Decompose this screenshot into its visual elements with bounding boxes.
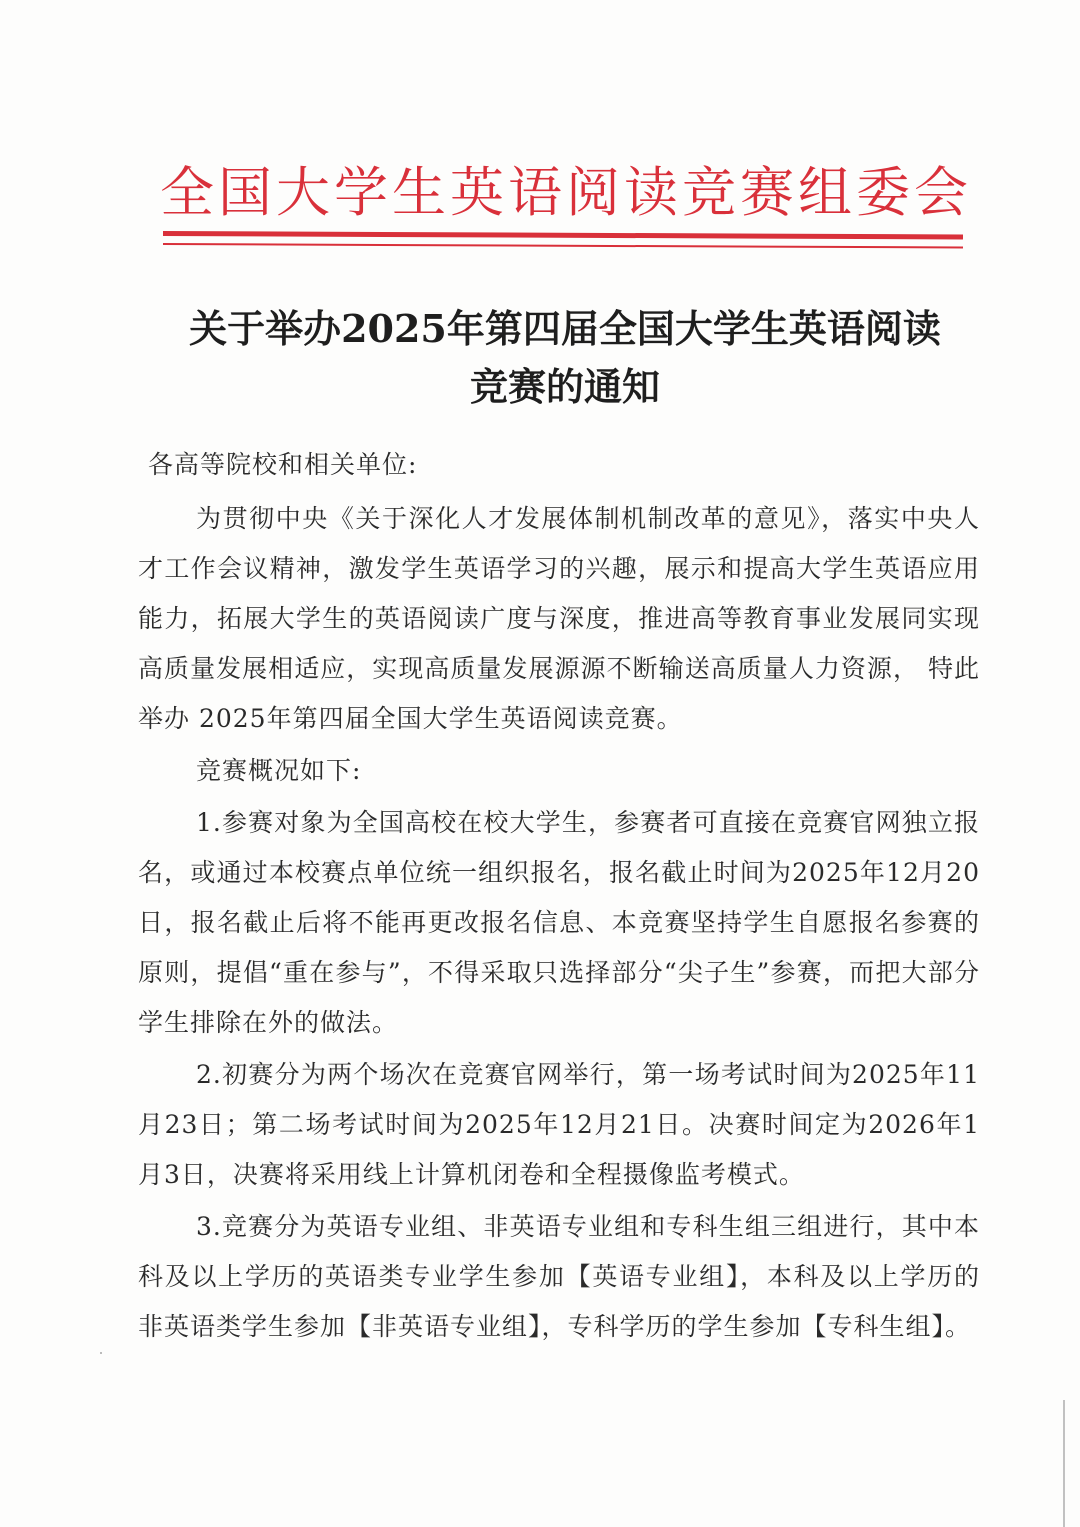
- header-rule-thin: [163, 243, 963, 248]
- header-rule-thick: [163, 231, 963, 239]
- scan-speck: [100, 1352, 102, 1354]
- document-title-line2: 竞赛的通知: [469, 364, 660, 409]
- document-body: [138, 440, 980, 1354]
- scan-edge-line: [1063, 1400, 1065, 1527]
- item-2-paragraph: 2.初赛分为两个场次在竞赛官网举行，第一场考试时间为2025年11月23日；第二场考试时间为2025年12月21日。决赛时间定为2026年1月3日，决赛将采用线上计算机闭卷和全程摄像监考模式。: [138, 1060, 980, 1189]
- salutation: 各高等院校和相关单位:: [148, 450, 418, 479]
- item-3-paragraph: 3.竞赛分为英语专业组、非英语专业组和专科生组三组进行，其中本科及以上学历的英语类专业学生参加【英语专业组】，本科及以上学历的非英语类学生参加【非英语专业组】，专科学历的学生参加【专科生组】。: [138, 1212, 980, 1341]
- intro-paragraph: 为贯彻中央《关于深化人才发展体制机制改革的意见》，落实中央人才工作会议精神，激发学生英语学习的兴趣，展示和提高大学生英语应用能力，拓展大学生的英语阅读广度与深度，推进高等教育事业发展同实现高质量发展相适应，实现高质量发展源源不断输送高质量人力资源， 特此举办 2025年第四届全国大学生英语阅读竞赛。: [138, 504, 980, 733]
- document-title: [150, 300, 980, 416]
- document-title-line1: 关于举办2025年第四届全国大学生英语阅读: [189, 306, 941, 351]
- overview-heading: 竞赛概况如下:: [196, 756, 362, 785]
- organization-header: 全国大学生英语阅读竞赛组委会: [160, 161, 972, 224]
- item-1-paragraph: 1.参赛对象为全国高校在校大学生，参赛者可直接在竞赛官网独立报名，或通过本校赛点单位统一组织报名，报名截止时间为2025年12月20日，报名截止后将不能再更改报名信息、本竞赛坚持学生自愿报名参赛的原则，提倡“重在参与”，不得采取只选择部分“尖子生”参赛，而把大部分学生排除在外的做法。: [138, 808, 980, 1037]
